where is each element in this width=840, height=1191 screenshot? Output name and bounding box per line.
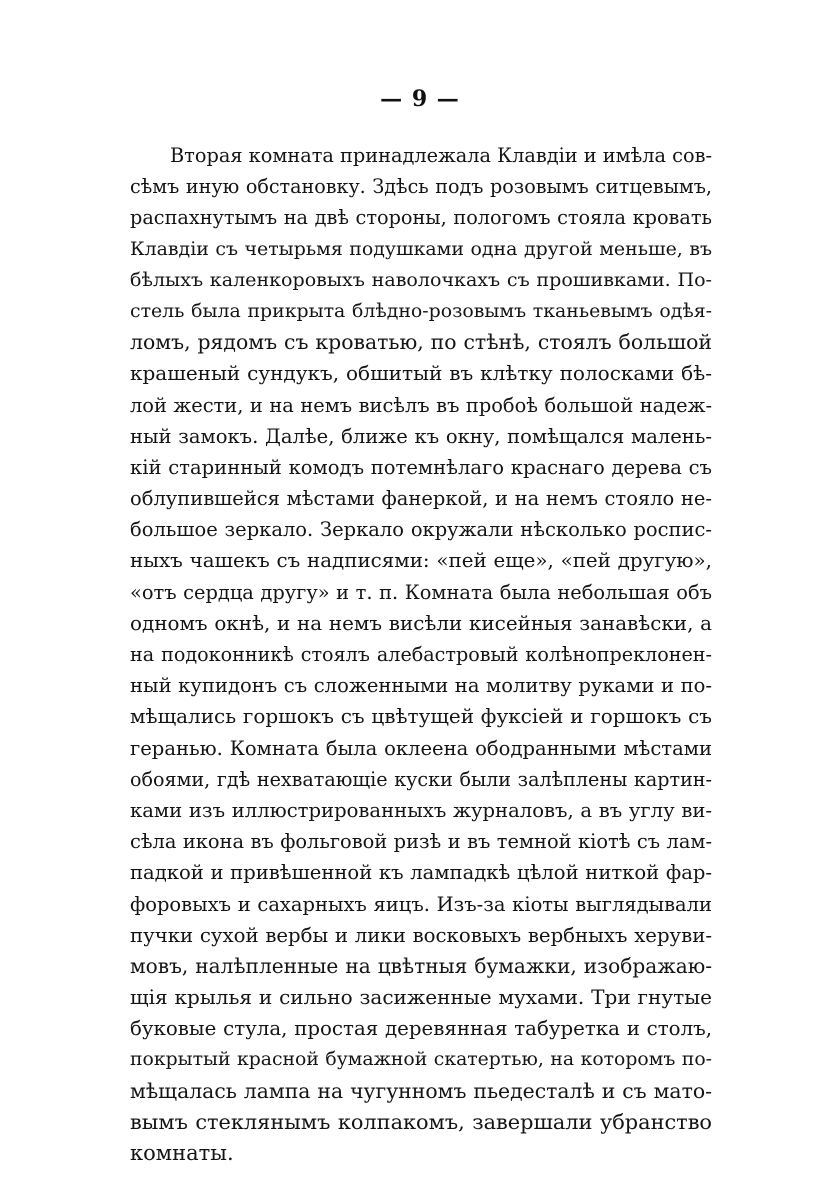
text-line: ный купидонъ съ сложенными на молитву руками и по- [130, 674, 712, 698]
text-line: бѣлыхъ каленкоровыхъ наволочкахъ съ прошивками. По- [130, 268, 712, 291]
text-line: буковые стула, простая деревянная табуретка и столъ, [130, 1017, 712, 1041]
text-line: мовъ, налѣпленные на цвѣтныя бумажки, изображаю- [130, 953, 712, 978]
text-line: большое зеркало. Зеркало окружали нѣсколько роспис- [130, 518, 712, 542]
text-line: стель была прикрыта блѣдно-розовымъ тканьевымъ одѣя- [130, 299, 712, 322]
body-text [130, 140, 712, 1169]
text-line: Клавдіи съ четырьмя подушками одна другой меньше, въ [130, 237, 712, 260]
text-line: на подоконникѣ стоялъ алебастровый колѣнопреклонен- [130, 643, 712, 666]
text-line: ломъ, рядомъ съ кроватью, по стѣнѣ, стоялъ большой [130, 330, 712, 355]
text-line: лой жести, и на немъ висѣлъ въ пробоѣ большой надеж- [130, 393, 712, 417]
text-line: сѣла икона въ фольговой ризѣ и въ темной кіотѣ съ лам- [130, 830, 712, 854]
text-line: ныхъ чашекъ съ надписями: «пей еще», «пей другую», [130, 549, 712, 573]
text-line: крашеный сундукъ, обшитый въ клѣтку полосками бѣ- [130, 361, 712, 386]
text-line: мѣщалась лампа на чугунномъ пьедесталѣ и съ мато- [130, 1078, 712, 1103]
text-line: покрытый красной бумажной скатертью, на которомъ по- [130, 1049, 712, 1071]
text-line: комнаты. [130, 1141, 234, 1165]
text-line: ный замокъ. Далѣе, ближе къ окну, помѣщался малень- [130, 424, 712, 448]
text-line: ками изъ иллюстрированныхъ журналовъ, а въ углу ви- [130, 798, 712, 822]
text-line: сѣмъ иную обстановку. Здѣсь подъ розовымъ ситцевымъ, [130, 175, 712, 199]
text-line: распахнутымъ на двѣ стороны, пологомъ стояла кровать [130, 206, 712, 230]
text-line: пучки сухой вербы и лики восковыхъ вербныхъ херуви- [130, 923, 712, 947]
text-line: кій старинный комодъ потемнѣлаго краснаго дерева съ [130, 455, 712, 479]
text-line: одномъ окнѣ, и на немъ висѣли кисейныя занавѣски, а [130, 611, 712, 635]
text-line: вымъ стеклянымъ колпакомъ, завершали убранство [130, 1109, 712, 1134]
text-line: щія крылья и сильно засиженные мухами. Три гнутые [130, 985, 712, 1010]
text-line: «отъ сердца другу» и т. п. Комната была небольшая объ [130, 580, 712, 604]
text-line: падкой и привѣшенной къ лампадкѣ цѣлой ниткой фар- [130, 861, 712, 885]
text-line: геранью. Комната была оклеена ободранными мѣстами [130, 736, 712, 760]
text-line: обоями, гдѣ нехватающіе куски были залѣплены картин- [130, 767, 712, 791]
page-number: — 9 — [380, 86, 460, 112]
text-line: форовыхъ и сахарныхъ яицъ. Изъ-за кіоты выглядывали [130, 892, 712, 916]
text-line: облупившейся мѣстами фанеркой, и на немъ стояло не- [130, 487, 712, 511]
text-line: Вторая комната принадлежала Клавдіи и имѣла сов- [170, 144, 712, 167]
text-line: мѣщались горшокъ съ цвѣтущей фуксіей и горшокъ съ [130, 704, 712, 729]
